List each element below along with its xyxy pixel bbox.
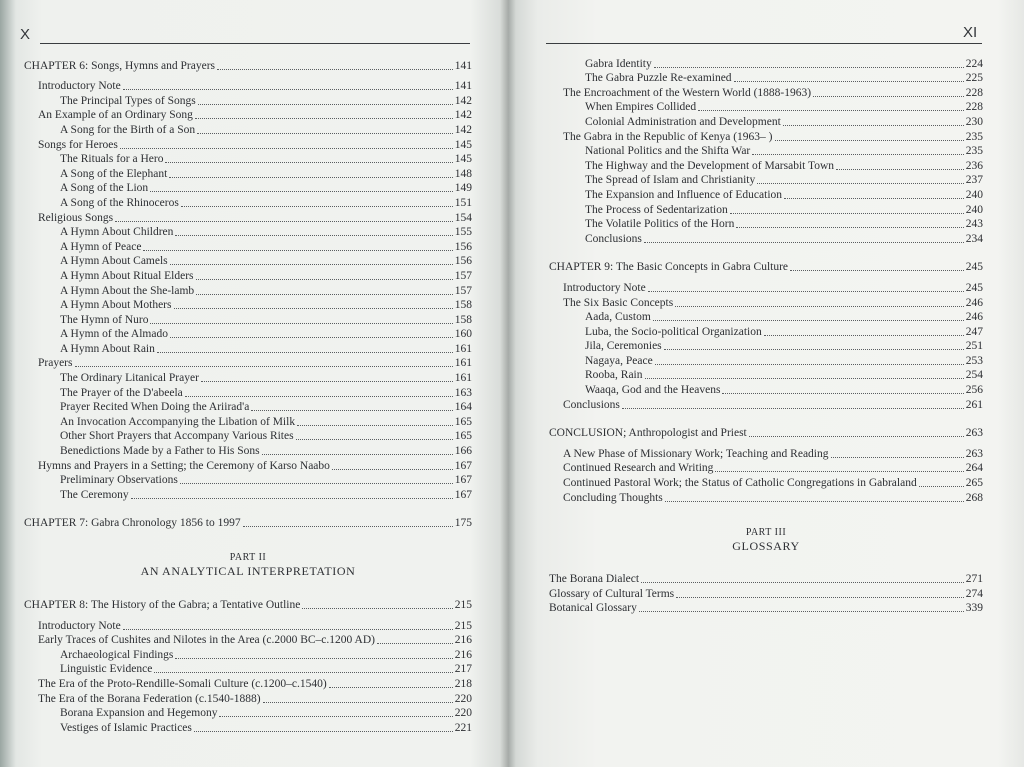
toc-entry-title: The Volatile Politics of the Horn	[585, 218, 735, 231]
toc-entry-title: The Era of the Borana Federation (c.1540-1888)	[38, 692, 261, 705]
toc-page-number: 151	[454, 196, 472, 209]
toc-entry-title: Jila, Ceremonies	[585, 340, 662, 353]
toc-page-number: 141	[454, 59, 472, 72]
toc-chapter-row	[549, 426, 983, 441]
toc-entry-title: The Hymn of Nuro	[60, 313, 149, 326]
toc-entry-row	[549, 461, 983, 476]
part-heading: PART III	[745, 526, 787, 538]
dot-leader	[836, 169, 964, 170]
toc-page-number: 145	[454, 153, 472, 166]
dot-leader	[194, 731, 453, 732]
dot-leader	[195, 118, 453, 119]
toc-entry-row	[24, 341, 472, 356]
toc-page-number: 215	[454, 619, 472, 632]
toc-page-number: 256	[965, 384, 983, 397]
toc-entry-title: A Hymn of Peace	[60, 240, 142, 253]
toc-entry-title: The Rituals for a Hero	[60, 153, 164, 166]
toc-entry-row	[24, 662, 472, 677]
toc-entry-row	[549, 446, 983, 461]
toc-entry-title: A Hymn of the Almado	[60, 328, 168, 341]
dot-leader	[170, 337, 453, 338]
toc-entry-title: Introductory Note	[38, 80, 121, 93]
toc-entry-title: The Borana Dialect	[549, 573, 640, 586]
toc-page-number: 234	[965, 232, 983, 245]
toc-entry-row	[549, 368, 983, 383]
toc-entry-title: Aada, Custom	[585, 311, 651, 324]
toc-page-number: 228	[965, 86, 983, 99]
toc-entry-title: Hymns and Prayers in a Setting; the Ceremony of Karso Naabo	[38, 459, 330, 472]
toc-entry-title: Linguistic Evidence	[60, 663, 153, 676]
toc-entry-row	[24, 487, 472, 502]
dot-leader	[75, 366, 453, 367]
toc-entry-title: The Gabra in the Republic of Kenya (1963– )	[563, 130, 773, 143]
dot-leader	[175, 658, 452, 659]
toc-entry-title: The Process of Sedentarization	[585, 203, 728, 216]
dot-leader	[329, 687, 453, 688]
toc-entry-row	[549, 339, 983, 354]
toc-page-number: 145	[454, 138, 472, 151]
toc-page-number: 175	[454, 517, 472, 530]
toc-entry-title: A Hymn About Camels	[60, 255, 168, 268]
toc-entry-title: Botanical Glossary	[549, 602, 637, 615]
page-number-right: XI	[963, 24, 978, 41]
part-title: GLOSSARY	[732, 538, 800, 553]
toc-entry-title: Other Short Prayers that Accompany Various Rites	[60, 430, 294, 443]
dot-leader	[919, 486, 964, 487]
dot-leader	[131, 498, 453, 499]
toc-entry-title: A Song of the Elephant	[60, 167, 168, 180]
toc-entry-title: Archaeological Findings	[60, 648, 174, 661]
toc-entry-row	[24, 691, 472, 706]
toc-entry-row	[24, 706, 472, 721]
toc-entry-row	[549, 173, 983, 188]
toc-entry-row	[549, 572, 983, 587]
toc-entry-row	[549, 158, 983, 173]
toc-entry-title: Gabra Identity	[585, 57, 652, 70]
toc-entry-title: Introductory Note	[38, 619, 121, 632]
toc-page-number: 141	[454, 80, 472, 93]
left-page	[0, 0, 508, 767]
dot-leader	[201, 381, 453, 382]
dot-leader	[262, 454, 453, 455]
toc-page-number: 224	[965, 57, 983, 70]
toc-entry-title: Prayer Recited When Doing the Ariirad'a	[60, 401, 250, 414]
toc-page-number: 339	[965, 602, 983, 615]
toc-page-number: 264	[965, 462, 983, 475]
dot-leader	[185, 396, 453, 397]
toc-entry-row	[549, 231, 983, 246]
dot-leader	[790, 270, 964, 271]
dot-leader	[169, 177, 452, 178]
dot-leader	[150, 191, 453, 192]
toc-entry-row	[24, 166, 472, 181]
toc-entry-row	[549, 202, 983, 217]
toc-entry-row	[549, 85, 983, 100]
header-rule-right	[546, 43, 982, 44]
toc-page-number: 167	[454, 488, 472, 501]
toc-entry-row	[24, 473, 472, 488]
toc-page-number: 240	[965, 203, 983, 216]
toc-entry-title: The Highway and the Development of Marsabit Town	[585, 159, 835, 172]
toc-entry-title: CHAPTER 6: Songs, Hymns and Prayers	[24, 59, 216, 72]
toc-entry-row	[24, 676, 472, 691]
toc-entry-title: A Hymn About Ritual Elders	[60, 269, 194, 282]
toc-entry-title: An Example of an Ordinary Song	[38, 109, 193, 122]
toc-entry-title: Prayers	[38, 357, 73, 370]
toc-right	[549, 56, 983, 615]
toc-entry-row	[24, 647, 472, 662]
toc-entry-title: Songs for Heroes	[38, 138, 118, 151]
toc-entry-title: Luba, the Socio-political Organization	[585, 325, 762, 338]
dot-leader	[175, 235, 452, 236]
toc-page-number: 246	[965, 311, 983, 324]
toc-entry-row	[549, 397, 983, 412]
toc-entry-row	[24, 312, 472, 327]
toc-page-number: 240	[965, 188, 983, 201]
dot-leader	[644, 242, 964, 243]
dot-leader	[655, 364, 964, 365]
toc-page-number: 167	[454, 459, 472, 472]
dot-leader	[377, 643, 453, 644]
toc-entry-row	[549, 217, 983, 232]
toc-entry-title: The Spread of Islam and Christianity	[585, 174, 756, 187]
toc-entry-row	[24, 283, 472, 298]
toc-entry-title: Introductory Note	[563, 281, 646, 294]
dot-leader	[734, 81, 964, 82]
toc-page-number: 161	[454, 342, 472, 355]
toc-entry-title: The Gabra Puzzle Re-examined	[585, 72, 732, 85]
toc-page-number: 274	[965, 587, 983, 600]
toc-entry-row	[549, 310, 983, 325]
toc-entry-row	[549, 187, 983, 202]
dot-leader	[752, 154, 963, 155]
toc-entry-title: CHAPTER 7: Gabra Chronology 1856 to 1997	[24, 517, 241, 530]
toc-entry-row	[24, 618, 472, 633]
toc-page-number: 216	[454, 648, 472, 661]
toc-page-number: 157	[454, 269, 472, 282]
toc-page-number: 225	[965, 72, 983, 85]
toc-page-number: 161	[454, 357, 472, 370]
toc-page-number: 156	[454, 240, 472, 253]
toc-entry-title: Vestiges of Islamic Practices	[60, 721, 192, 734]
toc-entry-title: CHAPTER 9: The Basic Concepts in Gabra Culture	[549, 261, 789, 274]
right-page	[508, 0, 1024, 767]
toc-entry-row	[549, 475, 983, 490]
toc-page-number: 165	[454, 430, 472, 443]
dot-leader	[730, 213, 964, 214]
toc-page-number: 215	[454, 599, 472, 611]
toc-entry-title: Concluding Thoughts	[563, 491, 663, 504]
toc-entry-title: A Hymn About Rain	[60, 342, 155, 355]
dot-leader	[831, 457, 964, 458]
dot-leader	[198, 104, 453, 105]
toc-entry-title: Benedictions Made by a Father to His Sons	[60, 445, 260, 458]
toc-page-number: 230	[965, 115, 983, 128]
dot-leader	[296, 439, 453, 440]
toc-entry-row	[24, 720, 472, 735]
dot-leader	[302, 608, 452, 609]
dot-leader	[784, 198, 964, 199]
toc-entry-title: A Hymn About Children	[60, 226, 174, 239]
dot-leader	[749, 436, 964, 437]
toc-entry-row	[24, 181, 472, 196]
toc-entry-title: CHAPTER 8: The History of the Gabra; a Tentative Outline	[24, 599, 301, 611]
toc-left	[24, 58, 472, 735]
toc-page-number: 216	[454, 634, 472, 647]
toc-page-number: 268	[965, 491, 983, 504]
dot-leader	[217, 69, 453, 70]
toc-page-number: 220	[454, 707, 472, 720]
toc-entry-row	[24, 254, 472, 269]
toc-entry-row	[549, 114, 983, 129]
toc-entry-title: An Invocation Accompanying the Libation of Milk	[60, 415, 296, 428]
dot-leader	[813, 96, 964, 97]
toc-entry-title: A Song of the Rhinoceros	[60, 196, 179, 209]
dot-leader	[639, 611, 964, 612]
toc-entry-title: CONCLUSION; Anthropologist and Priest	[549, 427, 747, 440]
toc-page-number: 156	[454, 255, 472, 268]
dot-leader	[196, 279, 453, 280]
toc-entry-row	[24, 298, 472, 313]
toc-page-number: 217	[454, 663, 472, 676]
toc-page-number: 261	[965, 398, 983, 411]
toc-page-number: 251	[965, 340, 983, 353]
toc-entry-row	[24, 108, 472, 123]
dot-leader	[143, 250, 452, 251]
toc-page-number: 161	[454, 372, 472, 385]
toc-entry-title: Continued Research and Writing	[563, 462, 714, 475]
toc-page-number: 235	[965, 145, 983, 158]
toc-entry-title: Religious Songs	[38, 211, 114, 224]
toc-page-number: 163	[454, 386, 472, 399]
toc-entry-row	[24, 429, 472, 444]
toc-entry-row	[549, 324, 983, 339]
toc-page-number: 236	[965, 159, 983, 172]
dot-leader	[648, 291, 964, 292]
toc-entry-row	[24, 370, 472, 385]
dot-leader	[170, 264, 453, 265]
header-rule-left	[40, 43, 470, 44]
dot-leader	[150, 323, 452, 324]
toc-page-number: 243	[965, 218, 983, 231]
dot-leader	[675, 306, 964, 307]
toc-page-number: 218	[454, 677, 472, 690]
toc-entry-row	[24, 225, 472, 240]
toc-entry-row	[24, 122, 472, 137]
toc-entry-row	[24, 443, 472, 458]
toc-entry-row	[24, 137, 472, 152]
toc-page-number: 157	[454, 284, 472, 297]
dot-leader	[665, 501, 964, 502]
toc-page-number: 154	[454, 211, 472, 224]
dot-leader	[654, 67, 964, 68]
toc-entry-row	[549, 56, 983, 71]
toc-page-number: 271	[965, 573, 983, 586]
dot-leader	[783, 125, 964, 126]
toc-entry-row	[24, 458, 472, 473]
dot-leader	[622, 408, 964, 409]
dot-leader	[736, 227, 963, 228]
toc-page-number: 142	[454, 109, 472, 122]
dot-leader	[196, 294, 453, 295]
toc-entry-title: A Song for the Birth of a Son	[60, 123, 196, 136]
toc-page-number: 245	[965, 281, 983, 294]
page-number-left: X	[20, 26, 31, 43]
toc-entry-row	[24, 400, 472, 415]
dot-leader	[297, 425, 453, 426]
toc-entry-row	[24, 79, 472, 94]
dot-leader	[243, 526, 453, 527]
toc-entry-row	[549, 295, 983, 310]
dot-leader	[645, 378, 964, 379]
toc-entry-title: Colonial Administration and Development	[585, 115, 781, 128]
toc-entry-title: Continued Pastoral Work; the Status of Catholic Congregations in Gabraland	[563, 477, 917, 490]
toc-entry-title: The Six Basic Concepts	[563, 296, 674, 309]
toc-page-number: 265	[965, 477, 983, 490]
dot-leader	[115, 221, 453, 222]
toc-entry-row	[24, 633, 472, 648]
toc-chapter-row	[549, 260, 983, 275]
toc-entry-row	[549, 71, 983, 86]
toc-chapter-row	[24, 597, 472, 612]
dot-leader	[757, 183, 964, 184]
toc-page-number: 165	[454, 415, 472, 428]
toc-entry-title: Rooba, Rain	[585, 369, 643, 382]
dot-leader	[181, 206, 453, 207]
toc-entry-title: A Hymn About Mothers	[60, 299, 172, 312]
toc-entry-title: The Ceremony	[60, 488, 129, 501]
toc-page-number: 167	[454, 474, 472, 487]
book-gutter	[500, 0, 516, 767]
toc-entry-title: Borana Expansion and Hegemony	[60, 707, 218, 720]
dot-leader	[263, 702, 453, 703]
toc-entry-title: The Principal Types of Songs	[60, 94, 196, 107]
toc-entry-row	[24, 414, 472, 429]
toc-entry-row	[549, 586, 983, 601]
toc-entry-title: The Encroachment of the Western World (1888-1963)	[563, 86, 812, 99]
toc-entry-title: Preliminary Observations	[60, 474, 178, 487]
toc-page-number: 160	[454, 328, 472, 341]
dot-leader	[775, 140, 964, 141]
toc-entry-title: The Era of the Proto-Rendille-Somali Culture (c.1200–c.1540)	[38, 677, 327, 690]
toc-page-number: 142	[454, 123, 472, 136]
dot-leader	[123, 629, 453, 630]
toc-entry-row	[549, 490, 983, 505]
toc-page-number: 149	[454, 182, 472, 195]
toc-page-number: 235	[965, 130, 983, 143]
toc-entry-title: Conclusions	[585, 232, 642, 245]
dot-leader	[715, 471, 963, 472]
dot-leader	[180, 483, 453, 484]
toc-entry-row	[24, 385, 472, 400]
toc-entry-row	[24, 239, 472, 254]
toc-entry-row	[24, 93, 472, 108]
toc-page-number: 263	[965, 427, 983, 440]
toc-entry-row	[24, 356, 472, 371]
toc-entry-title: A New Phase of Missionary Work; Teaching and Reading	[563, 447, 829, 460]
toc-page-number: 254	[965, 369, 983, 382]
toc-page-number: 253	[965, 354, 983, 367]
toc-entry-title: The Prayer of the D'abeela	[60, 386, 183, 399]
toc-page-number: 166	[454, 445, 472, 458]
dot-leader	[664, 349, 964, 350]
toc-entry-row	[24, 327, 472, 342]
dot-leader	[251, 410, 452, 411]
toc-entry-row	[24, 195, 472, 210]
dot-leader	[197, 133, 453, 134]
toc-entry-title: The Expansion and Influence of Education	[585, 188, 783, 201]
toc-entry-title: Conclusions	[563, 398, 620, 411]
toc-page-number: 245	[965, 261, 983, 274]
toc-entry-row	[549, 353, 983, 368]
toc-page-number: 148	[454, 167, 472, 180]
dot-leader	[157, 352, 453, 353]
toc-page-number: 142	[454, 94, 472, 107]
toc-page-number: 263	[965, 447, 983, 460]
dot-leader	[653, 320, 964, 321]
toc-page-number: 158	[454, 313, 472, 326]
part-title: AN ANALYTICAL INTERPRETATION	[140, 564, 356, 579]
toc-entry-title: The Ordinary Litanical Prayer	[60, 372, 199, 385]
dot-leader	[174, 308, 453, 309]
toc-entry-row	[24, 210, 472, 225]
dot-leader	[332, 469, 453, 470]
toc-chapter-row	[24, 58, 472, 73]
dot-leader	[219, 716, 452, 717]
toc-entry-row	[549, 144, 983, 159]
toc-page-number: 237	[965, 174, 983, 187]
dot-leader	[123, 89, 453, 90]
toc-page-number: 246	[965, 296, 983, 309]
part-heading: PART II	[229, 552, 267, 564]
toc-entry-title: Waaqa, God and the Heavens	[585, 384, 721, 397]
toc-page-number: 164	[454, 401, 472, 414]
toc-entry-row	[549, 382, 983, 397]
toc-entry-title: National Politics and the Shifta War	[585, 145, 751, 158]
dot-leader	[120, 148, 453, 149]
dot-leader	[165, 162, 452, 163]
toc-entry-title: When Empires Collided	[585, 101, 697, 114]
toc-entry-title: Nagaya, Peace	[585, 354, 653, 367]
toc-entry-title: Glossary of Cultural Terms	[549, 587, 675, 600]
toc-page-number: 228	[965, 101, 983, 114]
dot-leader	[722, 393, 963, 394]
toc-entry-row	[549, 601, 983, 616]
toc-entry-title: A Hymn About the She-lamb	[60, 284, 195, 297]
dot-leader	[698, 110, 964, 111]
toc-page-number: 221	[454, 721, 472, 734]
dot-leader	[676, 597, 964, 598]
toc-entry-title: A Song of the Lion	[60, 182, 149, 195]
toc-entry-title: Early Traces of Cushites and Nilotes in the Area (c.2000 BC–c.1200 AD)	[38, 634, 375, 647]
toc-entry-row	[549, 280, 983, 295]
dot-leader	[154, 672, 452, 673]
toc-page-number: 247	[965, 325, 983, 338]
toc-page-number: 155	[454, 226, 472, 239]
toc-chapter-row	[24, 516, 472, 531]
dot-leader	[764, 335, 964, 336]
toc-page-number: 220	[454, 692, 472, 705]
toc-entry-row	[549, 100, 983, 115]
toc-entry-row	[24, 152, 472, 167]
toc-entry-row	[549, 129, 983, 144]
toc-page-number: 158	[454, 299, 472, 312]
dot-leader	[641, 582, 964, 583]
toc-entry-row	[24, 268, 472, 283]
